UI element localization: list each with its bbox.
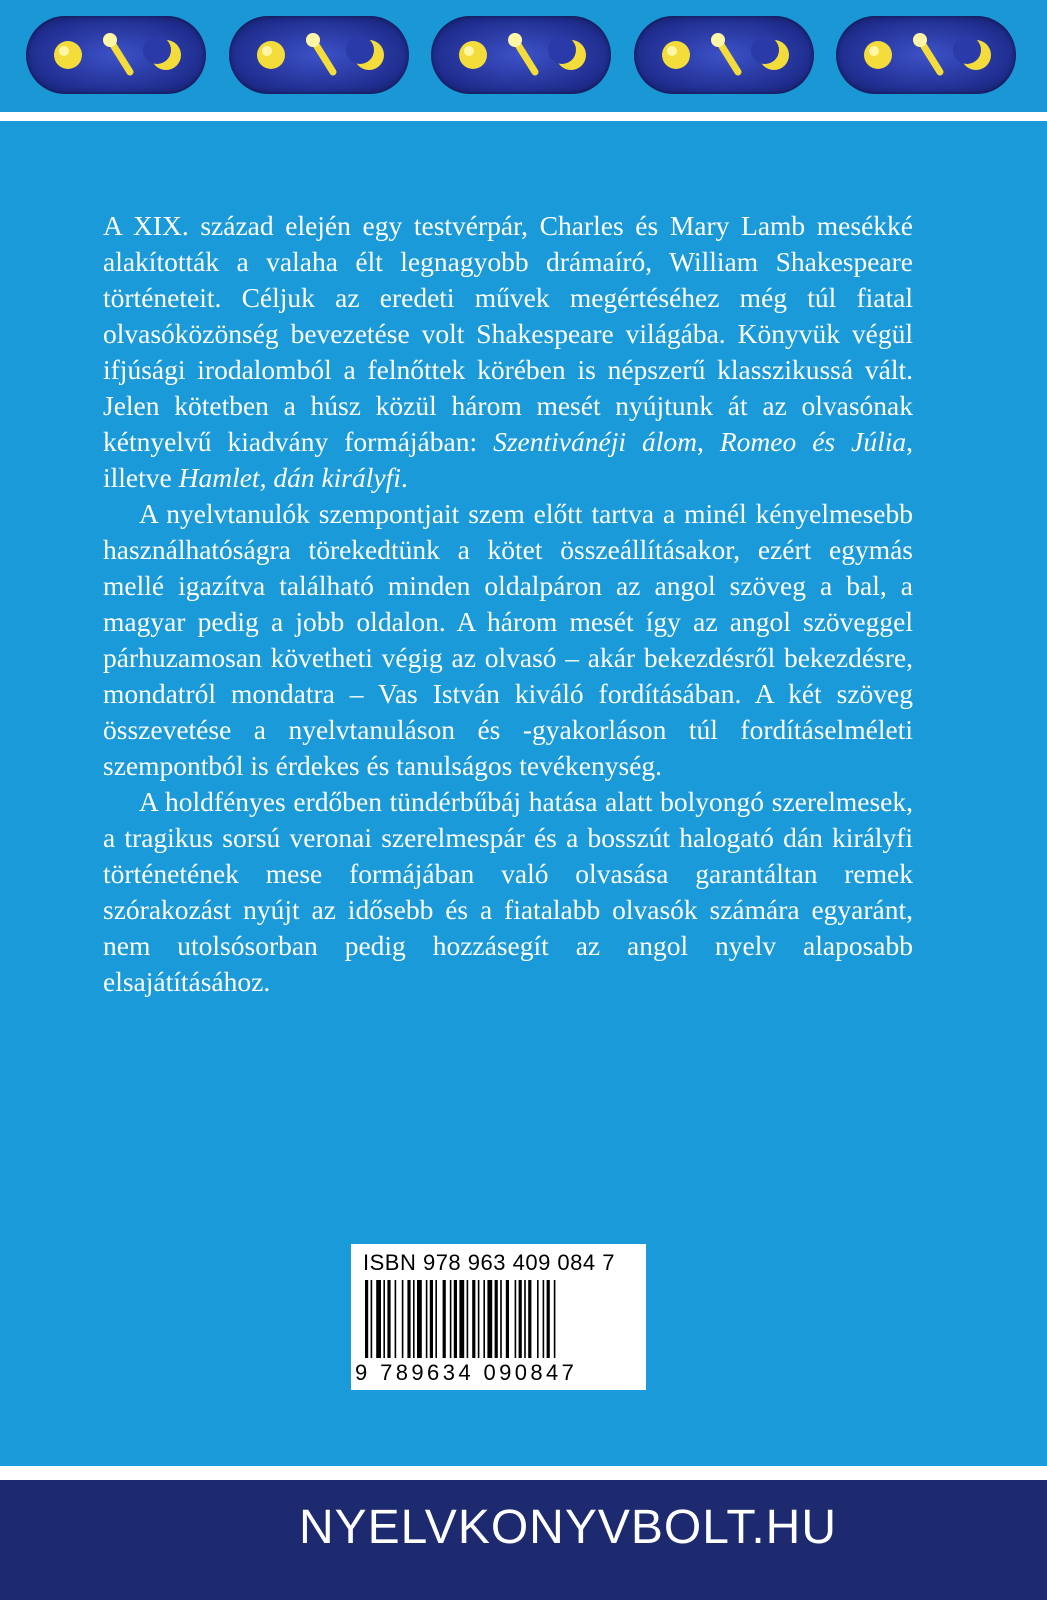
- blurb-text: [103, 208, 913, 1000]
- barcode-bar: [543, 1280, 545, 1358]
- sun-wand-moon-badge: [229, 16, 409, 94]
- barcode-bar: [459, 1280, 464, 1358]
- barcode-bar: [413, 1280, 415, 1358]
- barcode-bar: [472, 1280, 475, 1358]
- wand-icon: [913, 33, 940, 72]
- barcode-bar: [376, 1280, 381, 1358]
- text-span: .: [400, 462, 408, 493]
- barcode-bar: [467, 1280, 469, 1358]
- barcode-bar: [395, 1280, 397, 1358]
- sun-wand-moon-badge: [26, 16, 206, 94]
- barcode-bar: [506, 1280, 509, 1358]
- wand-icon: [103, 33, 130, 72]
- barcode-bar: [483, 1280, 485, 1358]
- sun-wand-moon-badge: [634, 16, 814, 94]
- barcode-bar: [371, 1280, 373, 1358]
- barcode-bar: [500, 1280, 502, 1358]
- barcode-bar: [383, 1280, 385, 1358]
- barcode-bar: [402, 1280, 404, 1358]
- moon-icon: [346, 36, 384, 70]
- barcode-bar: [443, 1280, 446, 1358]
- barcode-bar: [495, 1280, 498, 1358]
- barcode-bar: [417, 1280, 422, 1358]
- sun-wand-moon-badge: [431, 16, 611, 94]
- wand-icon: [508, 33, 535, 72]
- moon-icon: [143, 36, 181, 70]
- barcode-bar: [478, 1280, 480, 1358]
- paragraph: [103, 784, 913, 1000]
- isbn-label: ISBN 978 963 409 084 7: [363, 1250, 615, 1275]
- barcode-bar: [365, 1280, 368, 1358]
- sun-icon: [459, 41, 487, 69]
- moon-icon: [953, 36, 991, 70]
- barcode-bars: [361, 1280, 636, 1360]
- sun-icon: [257, 41, 285, 69]
- barcode-bar: [426, 1280, 428, 1358]
- barcode-bar: [435, 1280, 437, 1358]
- barcode-box: [351, 1244, 646, 1390]
- sun-icon: [864, 41, 892, 69]
- paragraph: [103, 496, 913, 784]
- badge-row: [26, 16, 1016, 96]
- sun-icon: [662, 41, 690, 69]
- barcode-bar: [528, 1280, 531, 1358]
- text-span: A holdfényes erdőben tündérbűbáj hatása alatt bolyongó szerelmesek, a tragikus sorsú veronai szerelmespár és a bosszút halogató dán királyfi történetének mese formájában való olvasása garantáltan remek szórakozást nyújt az idősebb és a fiatalabb olvasók számára egyaránt, nem utolsósorban pedig hozzásegít az angol nyelv alaposabb elsajátításához.: [103, 786, 913, 997]
- moon-icon: [548, 36, 586, 70]
- barcode-bar: [554, 1280, 556, 1358]
- barcode-bar: [487, 1280, 492, 1358]
- top-divider: [0, 112, 1047, 121]
- text-span: A nyelvtanulók szempontjait szem előtt tartva a minél kényelmesebb használhatóságra törekedtünk a kötet összeállításakor, ezért egymás mellé igazítva található minden oldalpáron az angol szöveg a bal, a magyar pedig a jobb oldalon. A három mesét így az angol szöveggel párhuzamosan követheti végig az olvasó – akár bekezdésről bekezdésre, mondatról mondatra – Vas István kiváló fordításában. A két szöveg összevetése a nyelvtanuláson és -gyakorláson túl fordításelméleti szempontból is érdekes és tanulságos tevékenység.: [103, 498, 913, 781]
- title-italic: Hamlet, dán királyfi: [178, 462, 401, 493]
- barcode-bar: [450, 1280, 452, 1358]
- website-label: NYELVKONYVBOLT.HU: [298, 1501, 838, 1554]
- barcode-bar: [387, 1280, 390, 1358]
- title-italic: Szentivánéji álom: [493, 426, 697, 457]
- barcode-bar: [454, 1280, 457, 1358]
- wand-icon: [711, 33, 738, 72]
- barcode-bar: [524, 1280, 526, 1358]
- barcode-bar: [430, 1280, 433, 1358]
- barcode-bar: [537, 1280, 539, 1358]
- moon-icon: [751, 36, 789, 70]
- barcode-bar: [519, 1280, 522, 1358]
- barcode-digits: 9 789634 090847: [355, 1360, 578, 1385]
- text-span: A XIX. század elején egy testvérpár, Charles és Mary Lamb mesékké alakították a valaha élt legnagyobb drámaíró, William Shakespeare történeteit. Céljuk az eredeti művek megértéséhez még túl fiatal olvasóközönség bevezetése volt Shakespeare világába. Könyvük végül ifjúsági irodalomból a felnőttek körében is népszerű klasszikussá vált. Jelen kötetben a húsz közül három mesét nyújtunk át az olvasónak kétnyelvű kiadvány formájában:: [103, 210, 913, 457]
- barcode-bar: [547, 1280, 550, 1358]
- sun-icon: [54, 41, 82, 69]
- text-span: , illetve: [103, 426, 913, 493]
- bottom-divider: [0, 1466, 1047, 1480]
- paragraph: [103, 208, 913, 496]
- sun-wand-moon-badge: [836, 16, 1016, 94]
- barcode-bar: [407, 1280, 410, 1358]
- title-italic: Romeo és Júlia: [719, 426, 907, 457]
- barcode-bar: [515, 1280, 517, 1358]
- text-span: ,: [696, 426, 720, 457]
- wand-icon: [306, 33, 333, 72]
